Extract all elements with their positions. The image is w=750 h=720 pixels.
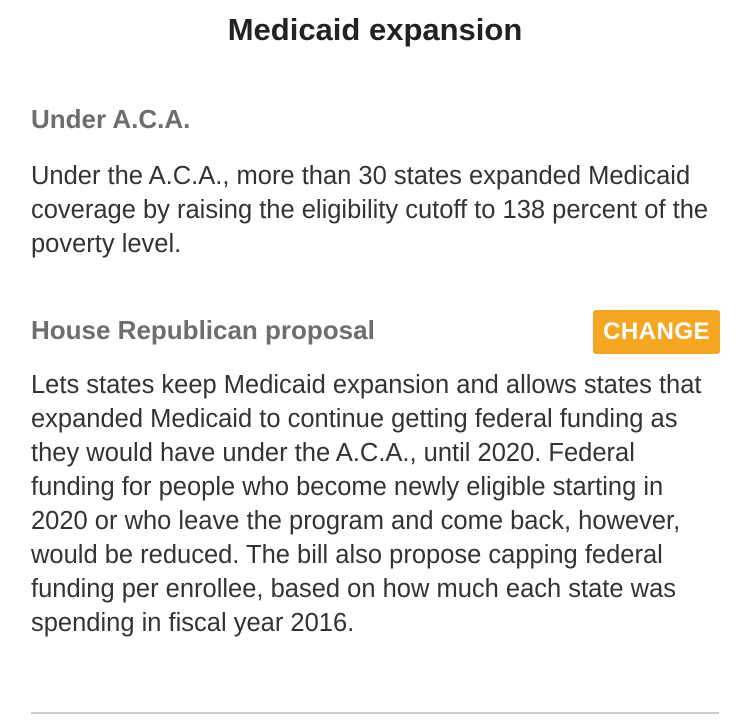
section-heading-under-aca: Under A.C.A.	[31, 104, 191, 134]
change-badge: CHANGE	[593, 310, 720, 354]
divider	[31, 712, 719, 714]
page-title: Medicaid expansion	[227, 12, 523, 47]
section-body-under-aca: Under the A.C.A., more than 30 states expanded Medicaid coverage by raising the eligibility cutoff to 138 percent of the poverty level.	[31, 162, 709, 258]
section-body-house-proposal: Lets states keep Medicaid expansion and allows states that expanded Medicaid to continue getting federal funding as they would have under the A.C.A., until 2020. Federal funding for people who become newly eligible starting in 2020 or who leave the program and come back, however, would be reduced. The bill also propose capping federal funding per enrollee, based on how much each state was spending in fiscal year 2016.	[31, 371, 702, 637]
section-heading-house-proposal: House Republican proposal	[31, 315, 375, 345]
